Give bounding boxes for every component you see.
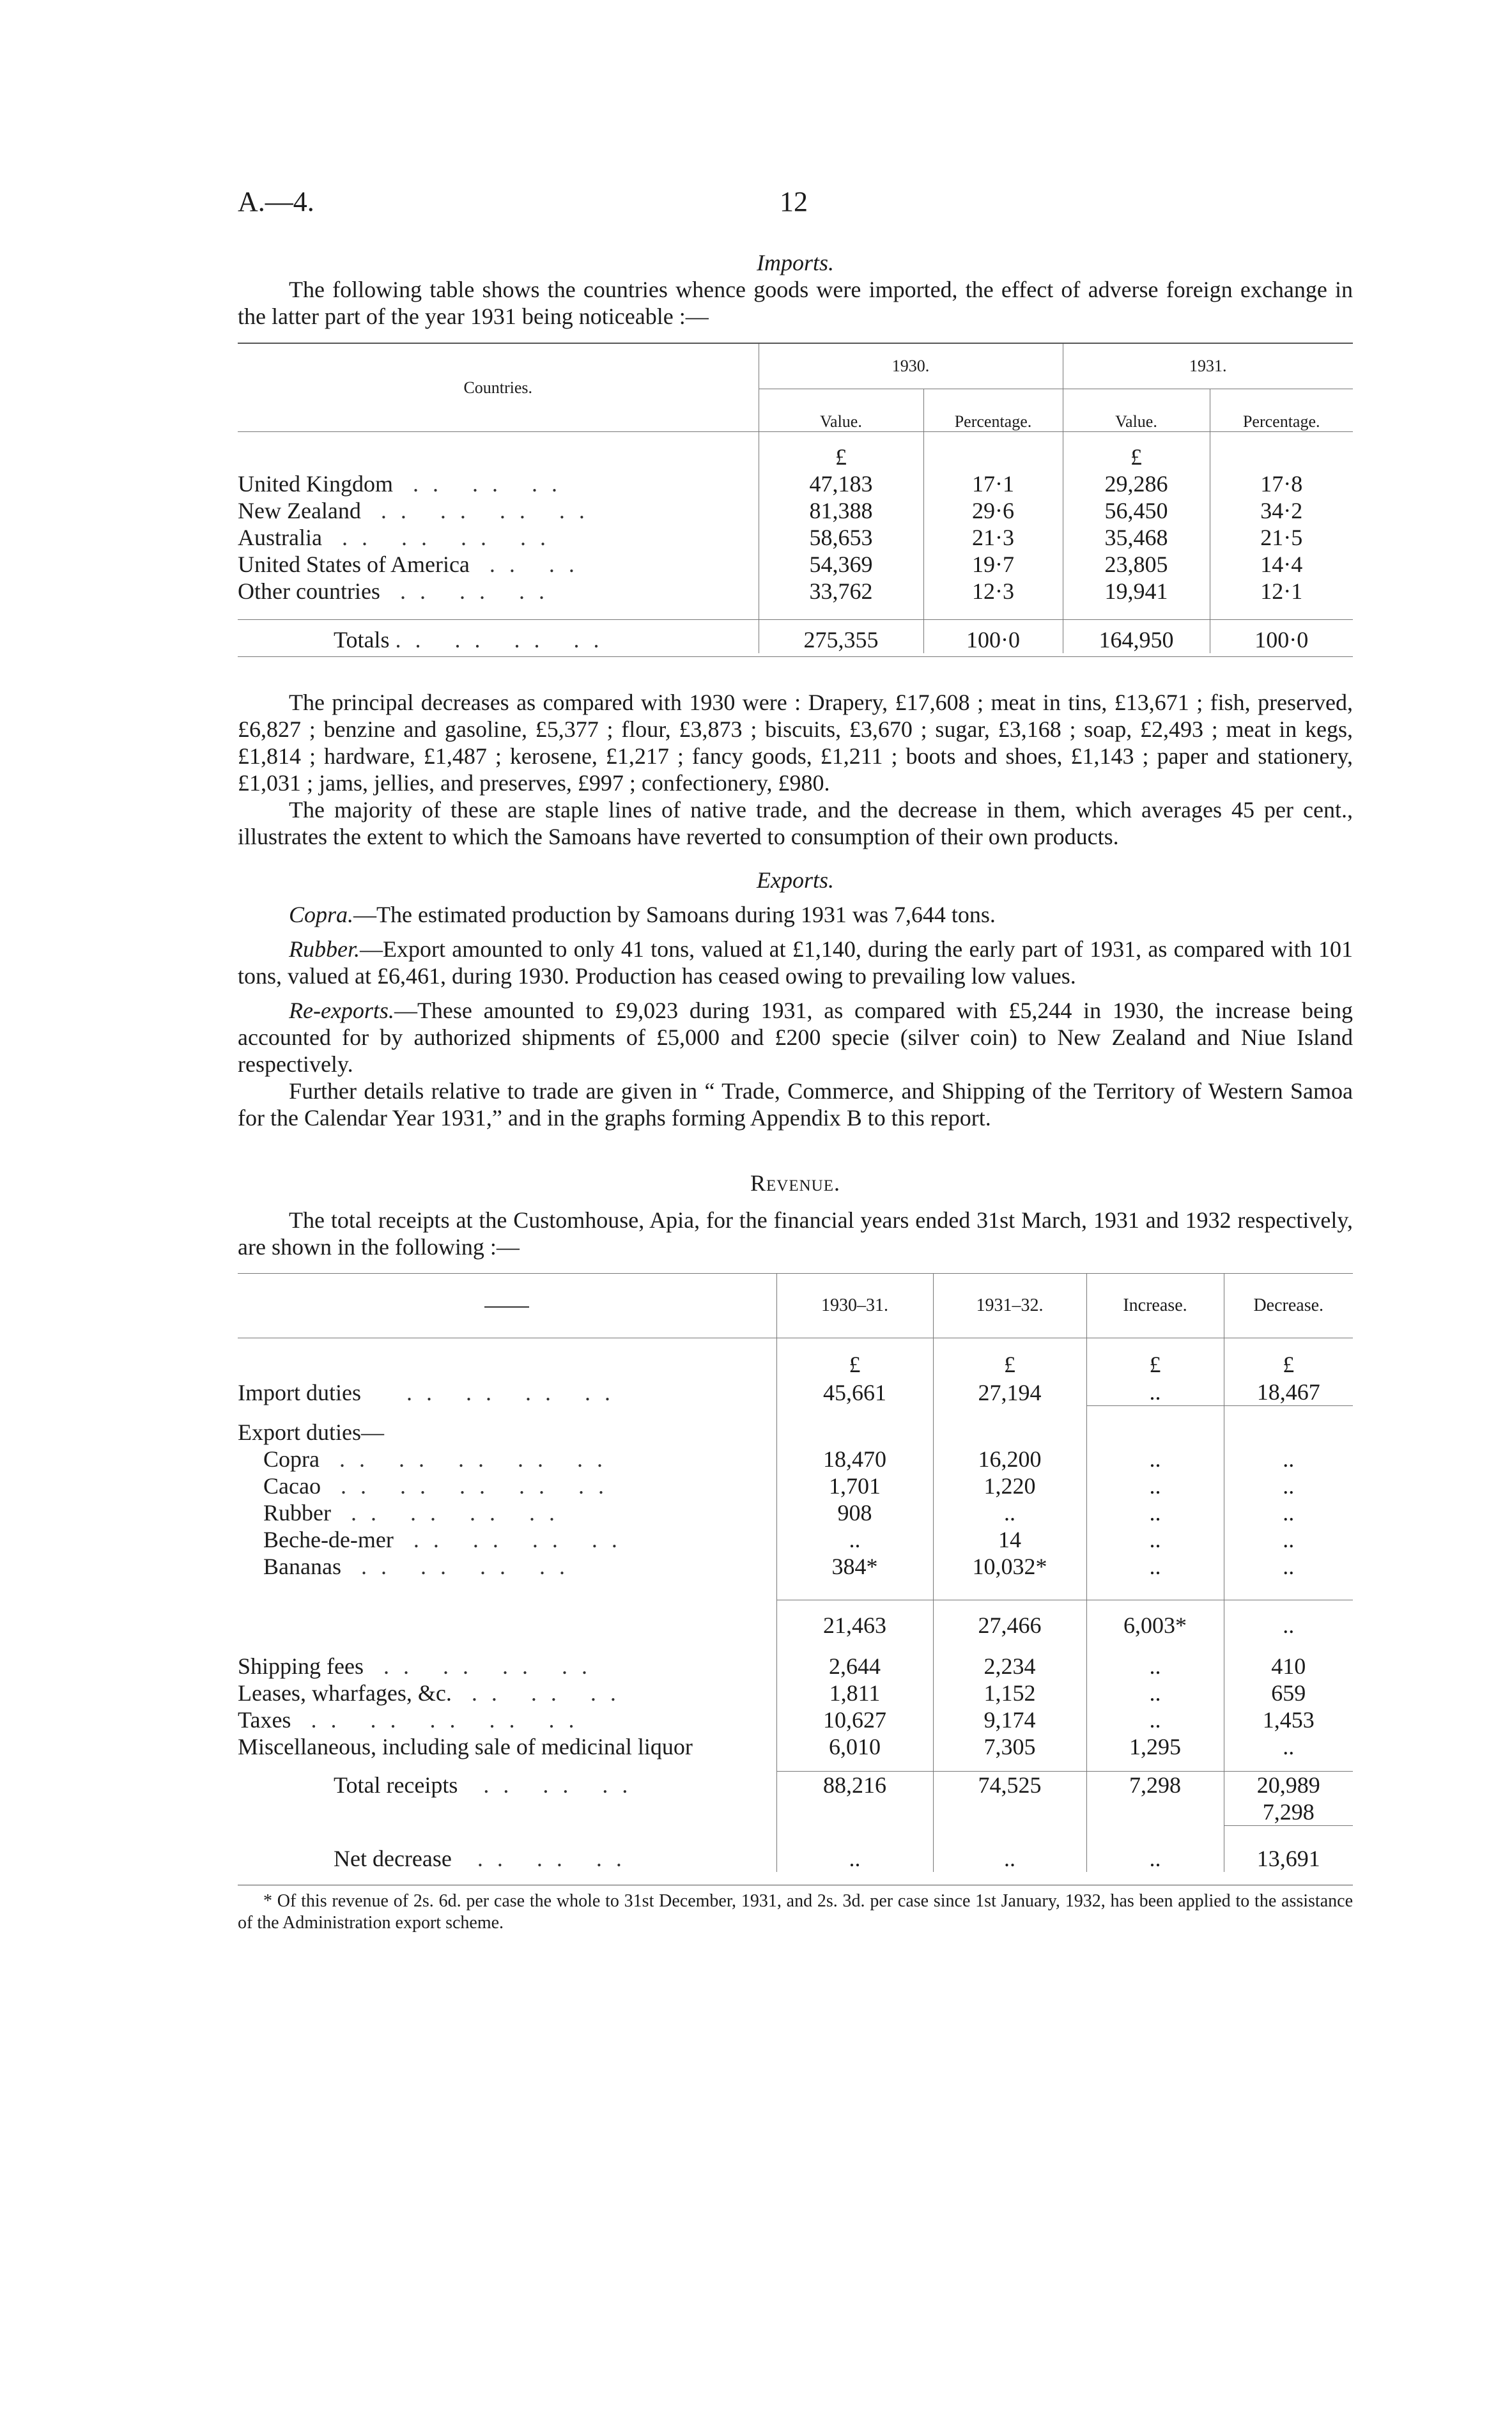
value-1930-header: Value. <box>759 389 923 432</box>
currency-symbol: £ <box>933 1338 1086 1378</box>
imports-intro: The following table shows the countries whence goods were imported, the effect of adverse foreign exchange in the latter part of the year 1931 being noticeable :— <box>238 277 1353 329</box>
export-duty-row: Cacao .. .. .. .. .. 1,701 1,220 .. .. <box>238 1473 1353 1499</box>
export-duty-row: Copra .. .. .. .. .. 18,470 16,200 .. .. <box>238 1446 1353 1473</box>
percentage-1930-header: Percentage. <box>923 389 1063 432</box>
footnote: * Of this revenue of 2s. 6d. per case the whole to 31st December, 1931, and 2s. 3d. per case since 1st January, 1932, has been applied to the assistance of the Administration export scheme. <box>238 1891 1353 1933</box>
export-duty-row: Beche-de-mer .. .. .. .. .. 14 .. .. <box>238 1526 1353 1553</box>
import-country-row: United States of America .. .. 54,369 19·7 23,805 14·4 <box>238 551 1353 578</box>
imports-heading: Imports. <box>756 250 834 275</box>
currency-symbol: £ <box>1063 432 1210 470</box>
revenue-row: Shipping fees .. .. .. .. 2,644 2,234 .. 410 <box>238 1653 1353 1680</box>
revenue-row: Miscellaneous, including sale of medicinal liquor 6,010 7,305 1,295 .. <box>238 1733 1353 1760</box>
revenue-heading: Revenue. <box>750 1170 840 1196</box>
staple-lines-paragraph: The majority of these are staple lines of native trade, and the decrease in them, which averages 45 per cent., illustrates the extent to which the Samoans have reverted to consumption of their own products. <box>238 797 1353 849</box>
import-country-row: Other countries .. .. .. 33,762 12·3 19,941 12·1 <box>238 578 1353 605</box>
column-1930-31-header: 1930–31. <box>776 1274 933 1338</box>
currency-symbol: £ <box>1086 1338 1224 1378</box>
revenue-row: Taxes .. .. .. .. .. 10,627 9,174 .. 1,453 <box>238 1706 1353 1733</box>
exports-heading: Exports. <box>757 867 834 893</box>
export-duty-row: Rubber .. .. .. .. 908 .. .. .. <box>238 1499 1353 1526</box>
dash-icon <box>484 1306 529 1308</box>
export-duty-row: Bananas .. .. .. .. 384* 10,032* .. .. <box>238 1553 1353 1580</box>
column-increase-header: Increase. <box>1086 1274 1224 1338</box>
revenue-intro: The total receipts at the Customhouse, Apia, for the financial years ended 31st March, 1931 and 1932 respectively, are shown in the following :— <box>238 1207 1353 1260</box>
revenue-table <box>238 1273 1353 1872</box>
principal-decreases-paragraph: The principal decreases as compared with 1930 were : Drapery, £17,608 ; meat in tins, £13,671 ; fish, preserved, £6,827 ; benzine and gasoline, £5,377 ; flour, £3,873 ; biscuits, £3,670 ; sugar, £3,168 ; soap, £2,493 ; meat in kegs, £1,814 ; hardware, £1,487 ; kerosene, £1,217 ; fancy goods, £1,211 ; boots and shoes, £1,143 ; paper and stationery, £1,031 ; jams, jellies, and preserves, £997 ; confectionery, £980. <box>238 690 1353 796</box>
import-duties-row: Import duties .. .. .. .. 45,661 27,194 .. 18,467 <box>238 1378 1353 1406</box>
reexports-paragraph: Re-exports.—These amounted to £9,023 during 1931, as compared with £5,244 in 1930, the increase being accounted for by authorized shipments of £5,000 and £200 specie (silver coin) to New Zealand and Niue Island respectively. <box>238 998 1353 1077</box>
export-duties-heading: Export duties— <box>238 1419 384 1445</box>
document-page <box>238 185 1353 1952</box>
countries-column-header: Countries. <box>238 344 759 432</box>
year-1930-header: 1930. <box>759 344 1063 389</box>
import-country-row: New Zealand .. .. .. .. 81,388 29·6 56,450 34·2 <box>238 497 1353 524</box>
currency-symbol: £ <box>1224 1338 1353 1378</box>
further-details-paragraph: Further details relative to trade are given in “ Trade, Commerce, and Shipping of the Territory of Western Samoa for the Calendar Year 1931,” and in the graphs forming Appendix B to this report. <box>238 1078 1353 1131</box>
net-decrease-row: Net decrease .. .. .. .. .. .. 13,691 <box>238 1826 1353 1872</box>
currency-symbol: £ <box>759 432 923 470</box>
export-subtotal-row: 21,463 27,466 6,003* .. <box>238 1600 1353 1639</box>
imports-table <box>238 343 1353 657</box>
page-header <box>238 185 1353 224</box>
value-1931-header: Value. <box>1063 389 1210 432</box>
label-column-header <box>238 1274 776 1338</box>
revenue-row: Leases, wharfages, &c. .. .. .. 1,811 1,152 .. 659 <box>238 1680 1353 1706</box>
total-value-1931: 164,950 <box>1063 620 1210 653</box>
currency-symbol: £ <box>776 1338 933 1378</box>
import-country-row: United Kingdom .. .. .. 47,183 17·1 29,286 17·8 <box>238 470 1353 497</box>
column-1931-32-header: 1931–32. <box>933 1274 1086 1338</box>
import-country-row: Australia .. .. .. .. 58,653 21·3 35,468 21·5 <box>238 524 1353 551</box>
total-percentage-1931: 100·0 <box>1210 620 1353 653</box>
copra-paragraph: Copra.—The estimated production by Samoans during 1931 was 7,644 tons. <box>289 902 996 927</box>
imports-totals-row: Totals .. .. .. .. 275,355 100·0 164,950 100·0 <box>238 620 1353 653</box>
total-percentage-1930: 100·0 <box>923 620 1063 653</box>
page-number: 12 <box>780 186 808 217</box>
total-receipts-row: Total receipts .. .. .. 88,216 74,525 7,298 20,989 7,298 <box>238 1772 1353 1826</box>
document-reference: A.—4. <box>238 186 314 217</box>
total-value-1930: 275,355 <box>759 620 923 653</box>
rubber-paragraph: Rubber.—Export amounted to only 41 tons, valued at £1,140, during the early part of 1931, as compared with 101 tons, valued at £6,461, during 1930. Production has ceased owing to prevailing low values. <box>238 936 1353 989</box>
column-decrease-header: Decrease. <box>1224 1274 1353 1338</box>
year-1931-header: 1931. <box>1063 344 1353 389</box>
totals-label: Totals <box>334 626 390 653</box>
percentage-1931-header: Percentage. <box>1210 389 1353 432</box>
